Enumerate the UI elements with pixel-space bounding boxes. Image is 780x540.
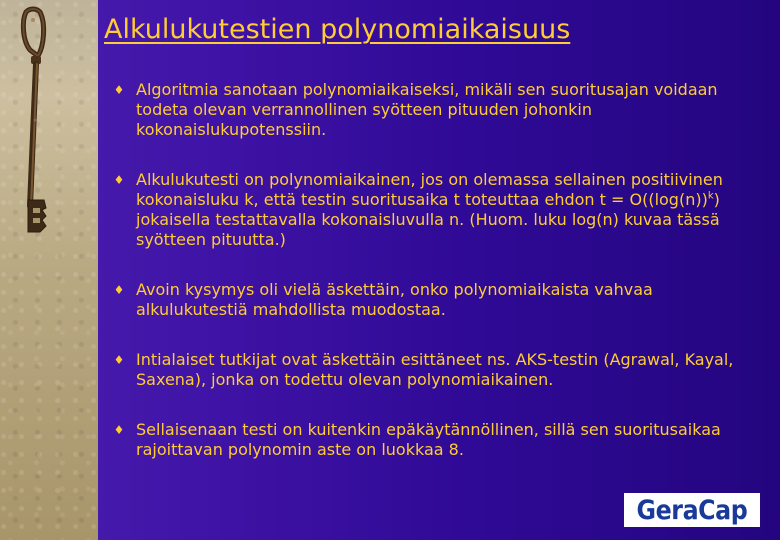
bullet-item — [112, 170, 752, 250]
diamond-bullet-icon: ♦ — [113, 283, 125, 297]
bullet-text: Sellaisenaan testi on kuitenkin epäkäytännöllinen, sillä sen suoritusaikaa rajoittavan polynomin aste on luokkaa 8. — [136, 420, 721, 459]
diamond-bullet-icon: ♦ — [113, 83, 125, 97]
bullet-item — [112, 80, 752, 140]
superscript-k: k — [707, 190, 714, 202]
bullet-text: Avoin kysymys oli vielä äskettäin, onko polynomiaikaista vahvaa alkulukutestiä mahdollista muodostaa. — [136, 280, 653, 319]
diamond-bullet-icon: ♦ — [113, 173, 125, 187]
bullet-text-before: Alkulukutesti on polynomiaikainen, jos on olemassa sellainen positiivinen kokonaisluku k, että testin suoritusaika t toteuttaa ehdon t = O((log(n)) — [136, 170, 723, 209]
slide-title: Alkulukutestien polynomiaikaisuus — [104, 14, 571, 45]
bullet-list — [112, 80, 752, 490]
diamond-bullet-icon: ♦ — [113, 423, 125, 437]
diamond-bullet-icon: ♦ — [113, 353, 125, 367]
bullet-item — [112, 280, 752, 320]
bullet-text: Algoritmia sanotaan polynomiaikaiseksi, mikäli sen suoritusajan voidaan todeta olevan verrannollinen syötteen pituuden johonkin kokonaislukupotenssiin. — [136, 80, 718, 139]
logo-text: GeraCap — [636, 494, 748, 526]
antique-key-image — [0, 0, 98, 280]
bullet-text — [136, 170, 723, 249]
bullet-text: Intialaiset tutkijat ovat äskettäin esittäneet ns. AKS-testin (Agrawal, Kayal, Saxena), jonka on todettu olevan polynomiaikainen. — [136, 350, 734, 389]
decorative-side-panel — [0, 0, 98, 540]
geracap-logo — [624, 493, 760, 527]
bullet-text-after: ) jokaisella testattavalla kokonaisluvulla n. (Huom. luku log(n) kuvaa tässä syötteen pituutta.) — [136, 190, 720, 249]
bullet-item — [112, 420, 752, 460]
bullet-item — [112, 350, 752, 390]
